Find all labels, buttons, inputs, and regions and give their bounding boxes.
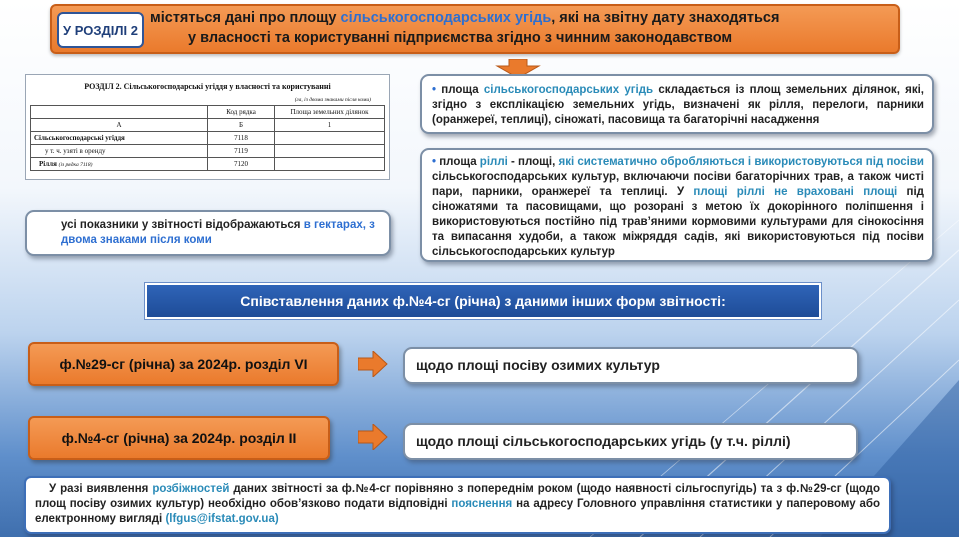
table-cell: у т. ч. узяті в оренду — [31, 145, 208, 158]
table-letter-row — [31, 119, 385, 132]
table-cell: 7118 — [208, 132, 275, 145]
highlight-text: пояснення — [451, 498, 513, 510]
table-header-cell: Площа земельних ділянок — [275, 106, 385, 119]
highlight-text: в гектарах, з двома знаками після коми — [61, 219, 375, 246]
text: на адресу Головного управління статистики у паперовому або електронному вигляді — [35, 498, 880, 525]
table-header-cell: Код рядка — [208, 106, 275, 119]
right-arrow-icon — [358, 424, 388, 450]
email-link[interactable]: (lfgus@ifstat.gov.ua) — [165, 513, 279, 525]
header-line1-a: містяться дані про площу — [150, 10, 341, 26]
info-agricultural-land — [420, 74, 934, 134]
table-cell: Б — [208, 119, 275, 132]
row-label-note: (із рядка 7118) — [58, 162, 93, 168]
highlight-text: розбіжностей — [152, 483, 230, 495]
table-header-row — [31, 106, 385, 119]
table-cell — [275, 132, 385, 145]
form-29-sg-button[interactable]: ф.№29-сг (річна) за 2024р. розділ VI — [28, 342, 339, 386]
text: площа — [436, 84, 484, 96]
table-cell: 7119 — [208, 145, 275, 158]
table-cell: 7120 — [208, 158, 275, 171]
bullet-icon: • — [432, 84, 437, 96]
table-cell: А — [31, 119, 208, 132]
table-row — [31, 145, 385, 158]
text: під сіножатями та пасовищами, що розорані з метою їх докорінного поліпшення і використовуються постійно під трав’яними кормовими культурами для сінокосіння та випасання худоби, а також міжряддя садів, які використовуються під посіви сільськогосподарських культур — [432, 186, 924, 258]
bullet-icon: • — [432, 156, 437, 168]
right-arrow-icon — [358, 351, 388, 377]
winter-crops-area-box: щодо площі посіву озимих культур — [403, 347, 859, 384]
form-section-excerpt — [25, 74, 390, 180]
agricultural-land-area-box: щодо площі сільськогосподарських угідь (у т.ч. ріллі) — [403, 423, 858, 460]
highlight-text: які систематично обробляються і використовуються під посіви — [558, 156, 924, 168]
table-header-cell — [31, 106, 208, 119]
header-text — [150, 8, 890, 48]
discrepancy-footer-note — [24, 476, 891, 534]
highlight-text: площі ріллі не враховані площі — [693, 186, 898, 198]
header-line1-b: , які на звітну дату знаходяться — [551, 10, 780, 26]
header-line2: у власності та користуванні підприємства згідно з чинним законодавством — [188, 30, 733, 46]
text: сільськогосподарських культур, включаючи посіви багаторічних трав, а також чисті пари, парники, оранжереї та теплиці. У — [432, 171, 924, 198]
table-cell: Сільськогосподарські угіддя — [31, 132, 208, 145]
info-arable-land — [420, 148, 934, 262]
row-label: Рілля — [39, 160, 57, 168]
units-note — [25, 210, 391, 256]
excerpt-title: РОЗДІЛ 2. Сільськогосподарські угіддя у власності та користуванні — [84, 82, 331, 91]
table-cell: 1 — [275, 119, 385, 132]
text: складається із площ земельних ділянок, які, згідно з експлікацією земельних угідь, визначені як рілля, перелоги, парники (оранжереї, теплиці), сіножаті, пасовища та багаторічні насадження — [432, 84, 924, 126]
section-tag: У РОЗДІЛІ 2 — [57, 12, 144, 48]
excerpt-table — [30, 105, 385, 171]
table-row — [31, 158, 385, 171]
header-line1-highlight: сільськогосподарських угідь — [340, 10, 552, 26]
table-cell — [275, 158, 385, 171]
highlight-text: ріллі — [479, 156, 508, 168]
form-4-sg-button[interactable]: ф.№4-сг (річна) за 2024р. розділ II — [28, 416, 330, 460]
text: - площі, — [507, 156, 559, 168]
table-cell — [31, 158, 208, 171]
comparison-heading: Співставлення даних ф.№4-сг (річна) з даними інших форм звітності: — [145, 283, 821, 319]
table-row — [31, 132, 385, 145]
excerpt-units-note: (га, із двома знаками після коми) — [294, 97, 371, 103]
text: усі показники у звітності відображаються — [61, 219, 304, 231]
text: даних звітності за ф.№4-сг порівняно з попереднім роком (щодо наявності сільгоспугідь) та з ф.№29-сг (щодо площ посіву озимих культур) необхідно обов’язково подати відповідні — [35, 483, 880, 510]
text: площа — [436, 156, 480, 168]
highlight-text: сільськогосподарських угідь — [483, 84, 654, 96]
table-cell — [275, 145, 385, 158]
text: У разі виявлення — [49, 483, 153, 495]
